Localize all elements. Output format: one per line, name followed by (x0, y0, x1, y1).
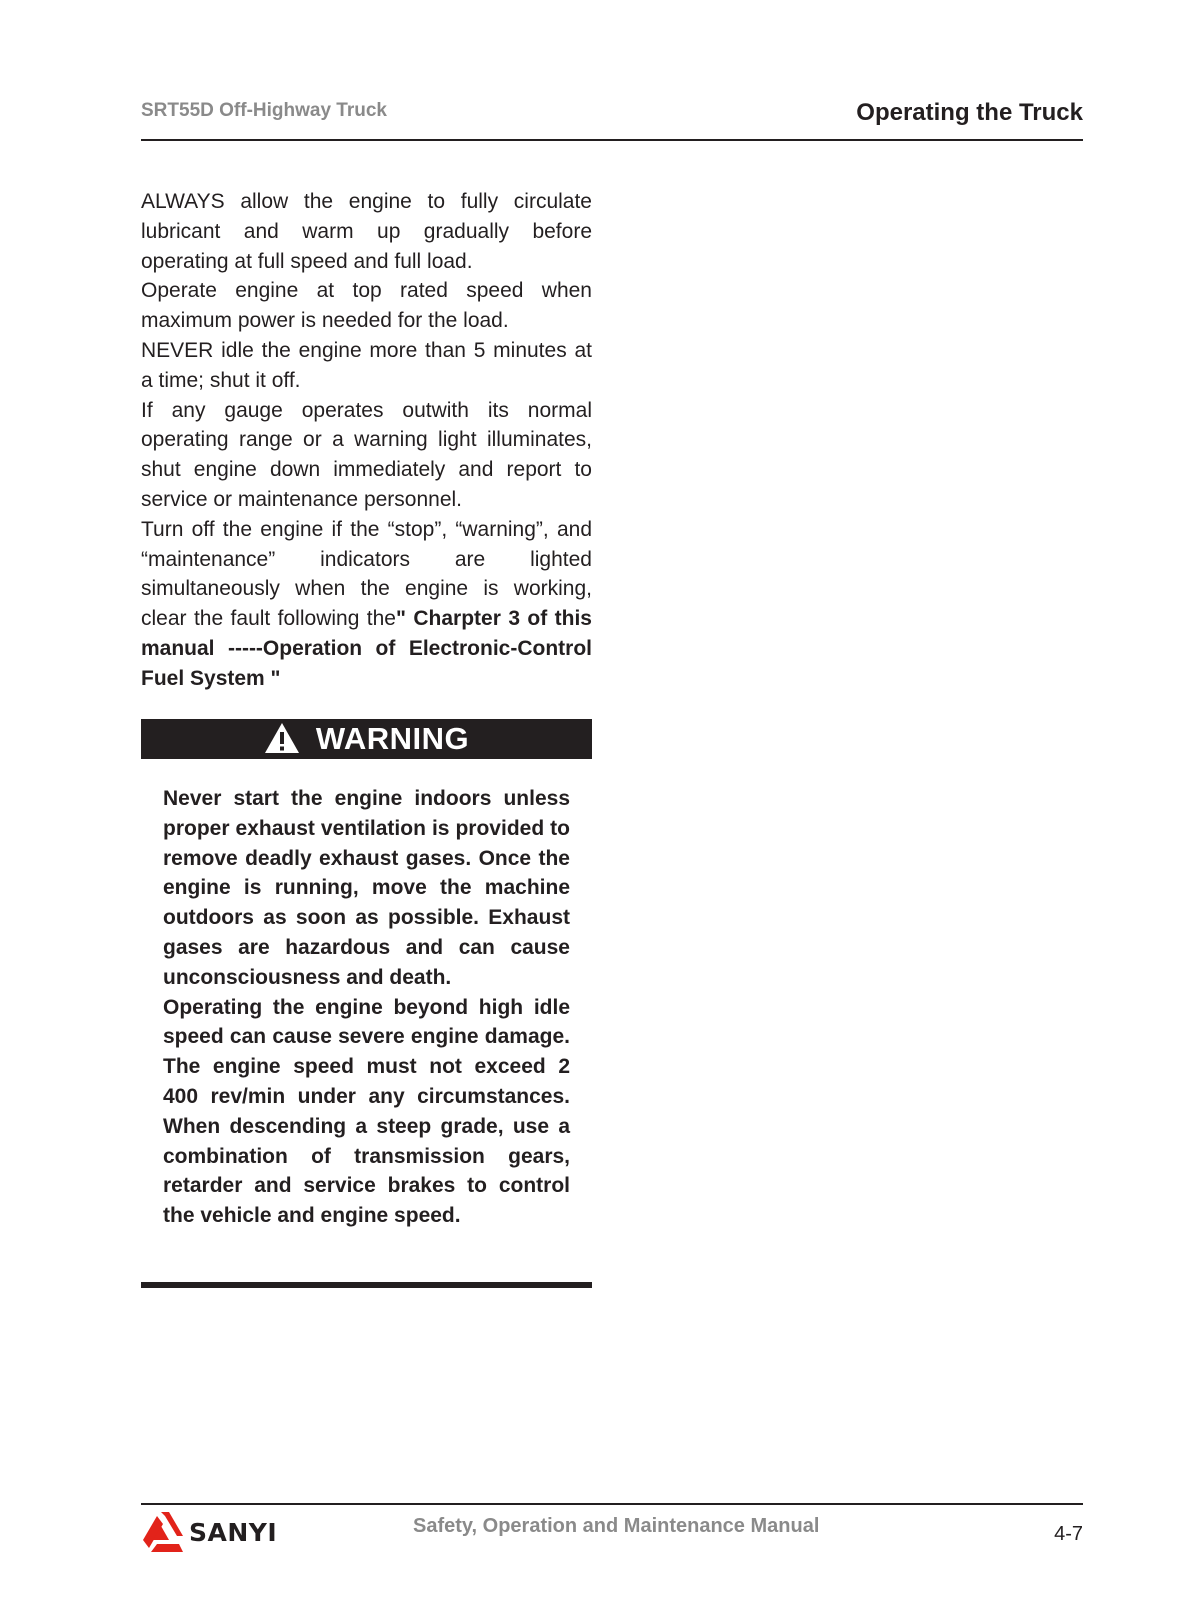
paragraph-turn-off (141, 515, 592, 694)
company-logo (139, 1510, 277, 1554)
paragraph-gauge: If any gauge operates outwith its normal operating range or a warning light illuminates, shut engine down immediately and report to service or maintenance personnel. (141, 398, 592, 511)
manual-title: Safety, Operation and Maintenance Manual (413, 1515, 820, 1537)
paragraph-top-speed: Operate engine at top rated speed when maximum power is needed for the load. (141, 279, 592, 333)
warning-paragraph-speed: Operating the engine beyond high idle speed can cause severe engine damage. The engine speed must not exceed 2 400 rev/min under any circumstances. When descending a steep grade, use a combination of transmission gears, retarder and service brakes to control the vehicle and engine speed. (163, 995, 570, 1228)
page-number: 4-7 (1054, 1523, 1083, 1545)
header-divider (141, 139, 1083, 141)
body-text (141, 187, 592, 694)
warning-banner (141, 719, 592, 759)
warning-paragraph-indoors: Never start the engine indoors unless proper exhaust ventilation is provided to remove deadly exhaust gases. Once the engine is running, move the machine outdoors as soon as possible. Exhaust gases are hazardous and can cause unconsciousness and death. (163, 787, 570, 989)
chapter-reference: " Charpter 3 of this manual -----Operation of Electronic-Control Fuel System " (141, 607, 592, 690)
sanyi-logo-icon (139, 1510, 185, 1554)
section-title: Operating the Truck (856, 99, 1083, 126)
paragraph-warm-up: ALWAYS allow the engine to fully circulate lubricant and warm up gradually before operating at full speed and full load. (141, 190, 592, 273)
warning-triangle-icon (264, 722, 300, 754)
paragraph-idle: NEVER idle the engine more than 5 minutes at a time; shut it off. (141, 338, 592, 392)
warning-end-divider (141, 1282, 592, 1288)
warning-body (163, 784, 570, 1231)
footer-divider (141, 1503, 1083, 1505)
logo-text: SANYI (189, 1517, 278, 1547)
turn-off-text: Turn off the engine if the “stop”, “warning”, and “maintenance” indicators are lighted simultaneously when the engine is working, clear the fault following the (141, 517, 592, 631)
warning-label: WARNING (315, 721, 470, 756)
document-title: SRT55D Off-Highway Truck (141, 100, 387, 121)
